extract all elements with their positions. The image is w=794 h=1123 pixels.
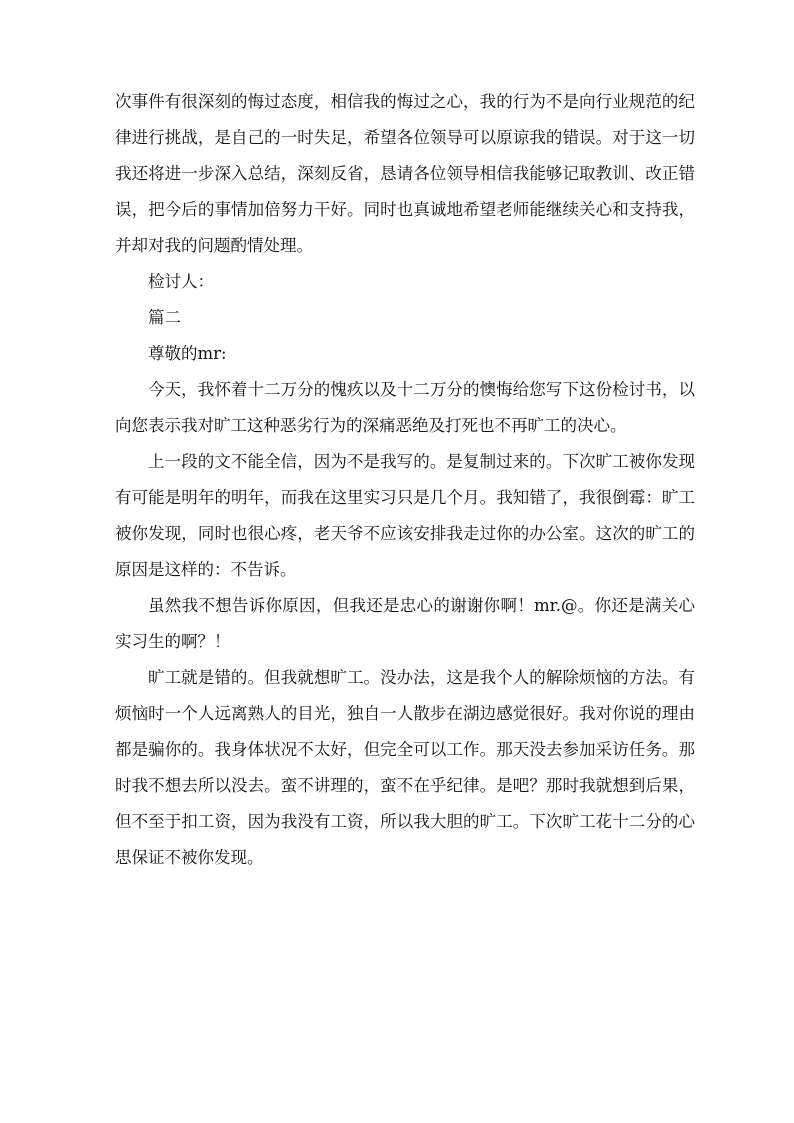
paragraph-continuation: 次事件有很深刻的悔过态度，相信我的悔过之心，我的行为不是向行业规范的纪律进行挑战，是自己的一时失足，希望各位领导可以原谅我的错误。对于这一切我还将进一步深入总结，深刻反省，恳请各位领导相信我能够记取教训、改正错误，把今后的事情加倍努力干好。同时也真诚地希望老师能继续关心和支持我，并却对我的问题酌情处理。: [115, 92, 695, 255]
signature-label: 检讨人：: [148, 272, 214, 291]
paragraph: 上一段的文不能全信，因为不是我写的。是复制过来的。下次旷工被你发现有可能是明年的明年，而我在这里实习只是几个月。我知错了，我很倒霉：旷工被你发现，同时也很心疼，老天爷不应该安排我走过你的办公室。这次的旷工的原因是这样的：不告诉。: [115, 452, 695, 579]
paragraph: 旷工就是错的。但我就想旷工。没办法，这是我个人的解除烦恼的方法。有烦恼时一个人远离熟人的目光，独自一人散步在湖边感觉很好。我对你说的理由都是骗你的。我身体状况不太好，但完全可以工作。那天没去参加采访任务。那时我不想去所以没去。蛮不讲理的，蛮不在乎纪律。是吧？那时我就想到后果，但不至于扣工资，因为我没有工资，所以我大胆的旷工。下次旷工花十二分的心思保证不被你发现。: [115, 668, 695, 867]
document-body: [115, 84, 695, 876]
paragraph: 虽然我不想告诉你原因，但我还是忠心的谢谢你啊！mr.@。你还是满关心实习生的啊？！: [115, 596, 695, 651]
section-heading: 篇二: [148, 308, 181, 327]
paragraph: 今天，我怀着十二万分的愧疚以及十二万分的懊悔给您写下这份检讨书，以向您表示我对旷工这种恶劣行为的深痛恶绝及打死也不再旷工的决心。: [115, 380, 695, 435]
salutation: 尊敬的mr:: [148, 344, 227, 363]
